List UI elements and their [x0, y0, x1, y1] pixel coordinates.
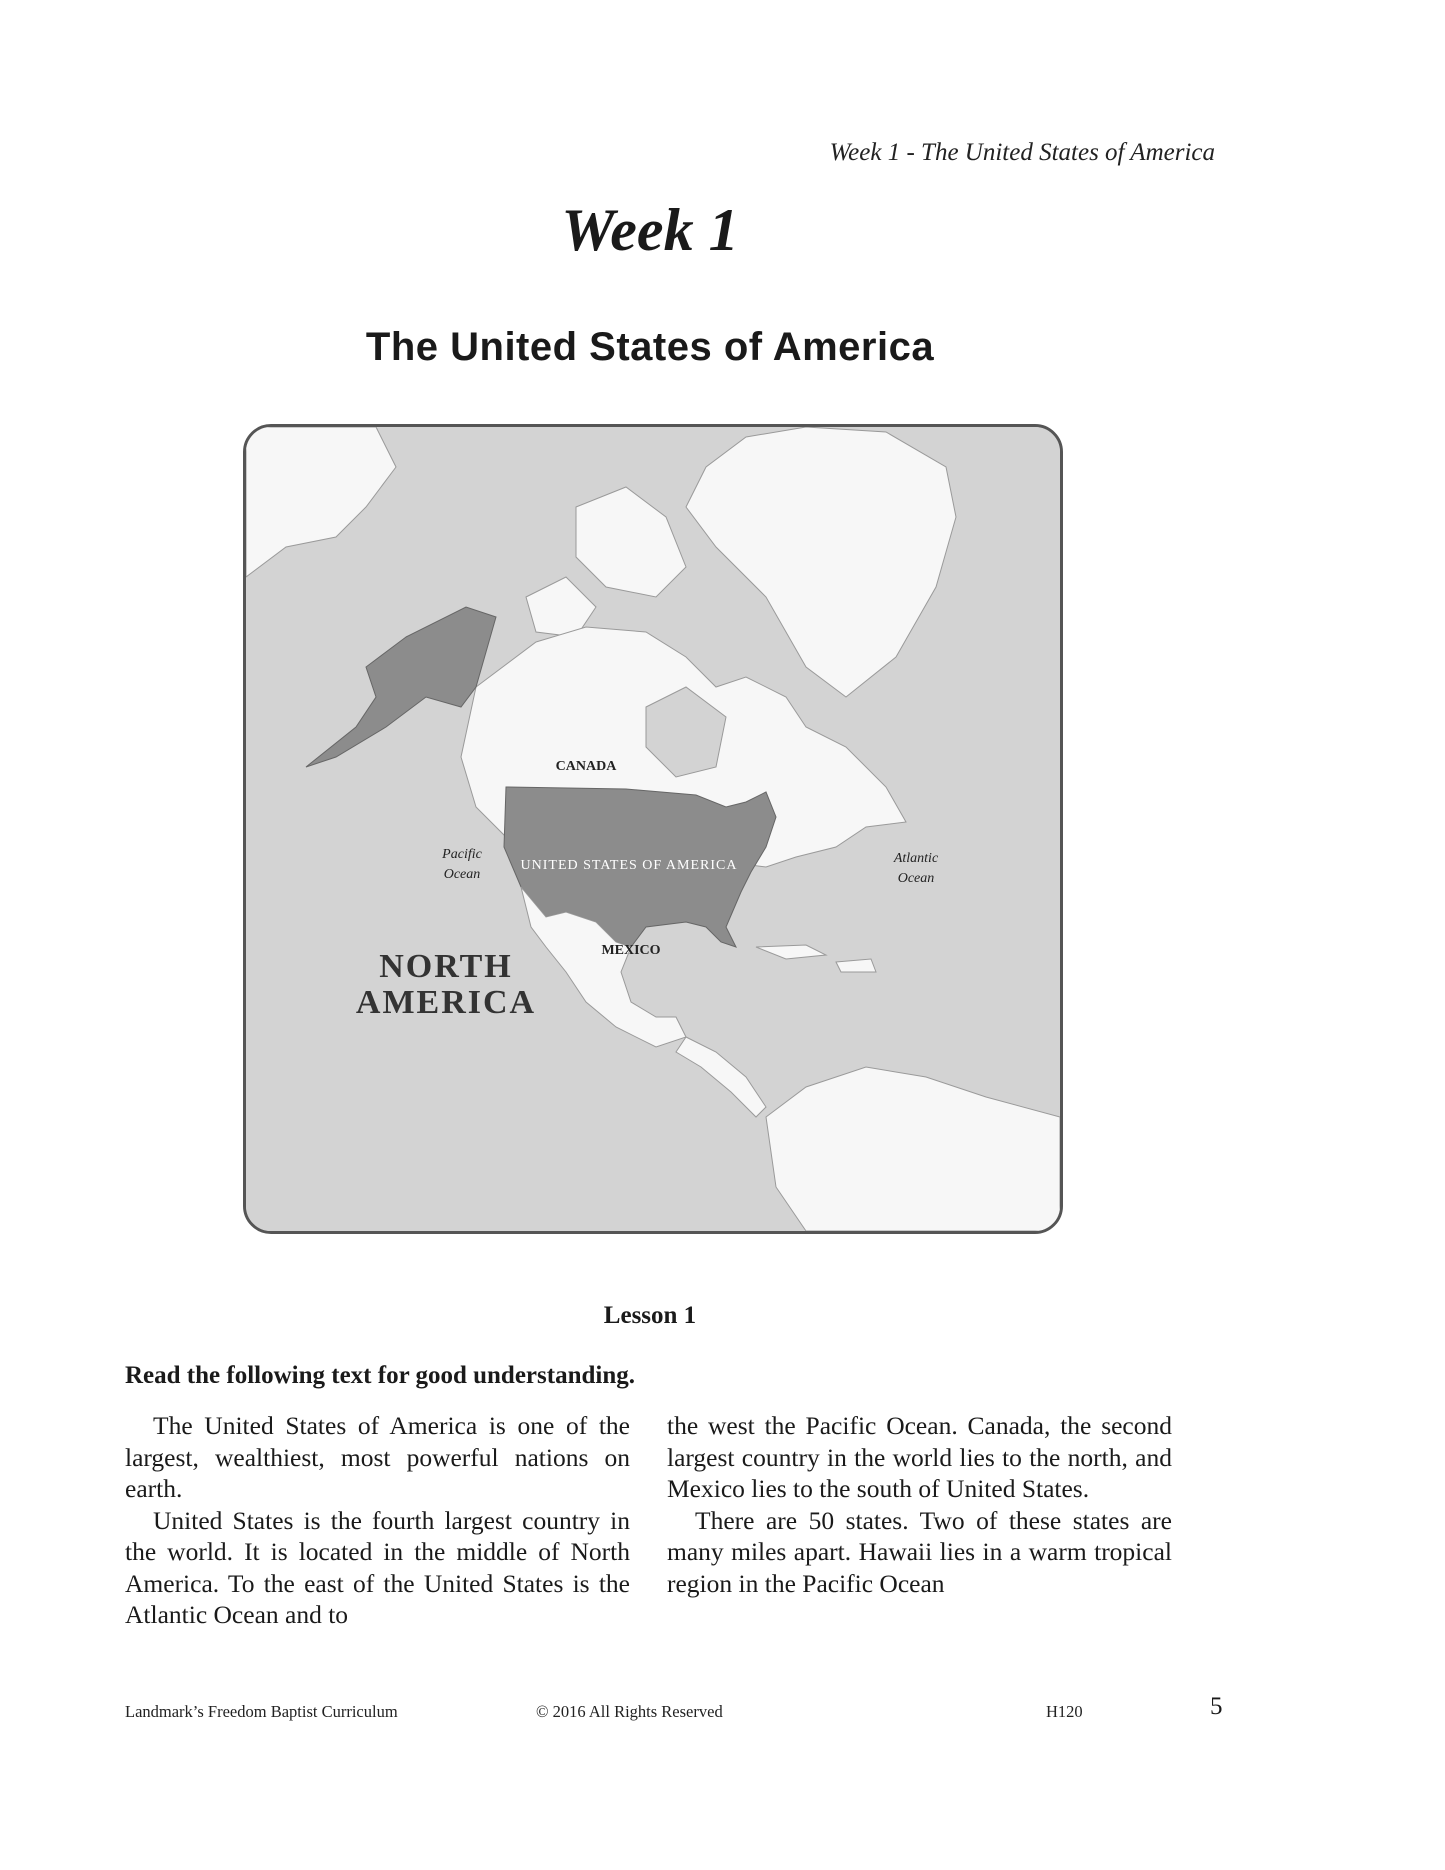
- label-pacific-line2: Ocean: [443, 867, 481, 882]
- label-continent-line2: AMERICA: [355, 984, 537, 1021]
- paragraph: The United States of America is one of the largest, wealthiest, most powerful nations on earth.: [125, 1411, 630, 1503]
- north-america-map: [243, 424, 1063, 1234]
- footer-copyright: © 2016 All Rights Reserved: [536, 1702, 723, 1721]
- map-svg: [246, 427, 1060, 1231]
- footer-course-code: H120: [1046, 1702, 1083, 1721]
- label-atlantic-line2: Ocean: [897, 871, 935, 886]
- paragraph: There are 50 states. Two of these states are many miles apart. Hawaii lies in a warm tropical region in the Pacific Ocean: [667, 1505, 1172, 1598]
- text-column-left: [125, 1410, 630, 1631]
- footer-publisher: Landmark’s Freedom Baptist Curriculum: [125, 1702, 398, 1721]
- paragraph: the west the Pacific Ocean. Canada, the second largest country in the world lies to the north, and Mexico lies to the south of United States.: [667, 1411, 1172, 1503]
- unit-title: The United States of America: [365, 325, 935, 369]
- paragraph: United States is the fourth largest country in the world. It is located in the middle of North America. To the east of the United States is the Atlantic Ocean and to: [125, 1505, 630, 1629]
- label-pacific-line1: Pacific: [442, 847, 482, 862]
- label-atlantic-line1: Atlantic: [893, 851, 939, 866]
- label-mexico: MEXICO: [601, 943, 661, 958]
- page-number: 5: [1210, 1693, 1223, 1720]
- text-column-right: [667, 1410, 1172, 1599]
- week-title: Week 1: [561, 197, 739, 263]
- label-canada: CANADA: [555, 759, 617, 774]
- label-continent-line1: NORTH: [379, 948, 513, 985]
- running-head: Week 1 - The United States of America: [829, 139, 1215, 166]
- lesson-heading: Lesson 1: [603, 1302, 697, 1329]
- label-usa: UNITED STATES OF AMERICA: [520, 858, 738, 873]
- instruction-text: Read the following text for good understanding.: [125, 1362, 635, 1389]
